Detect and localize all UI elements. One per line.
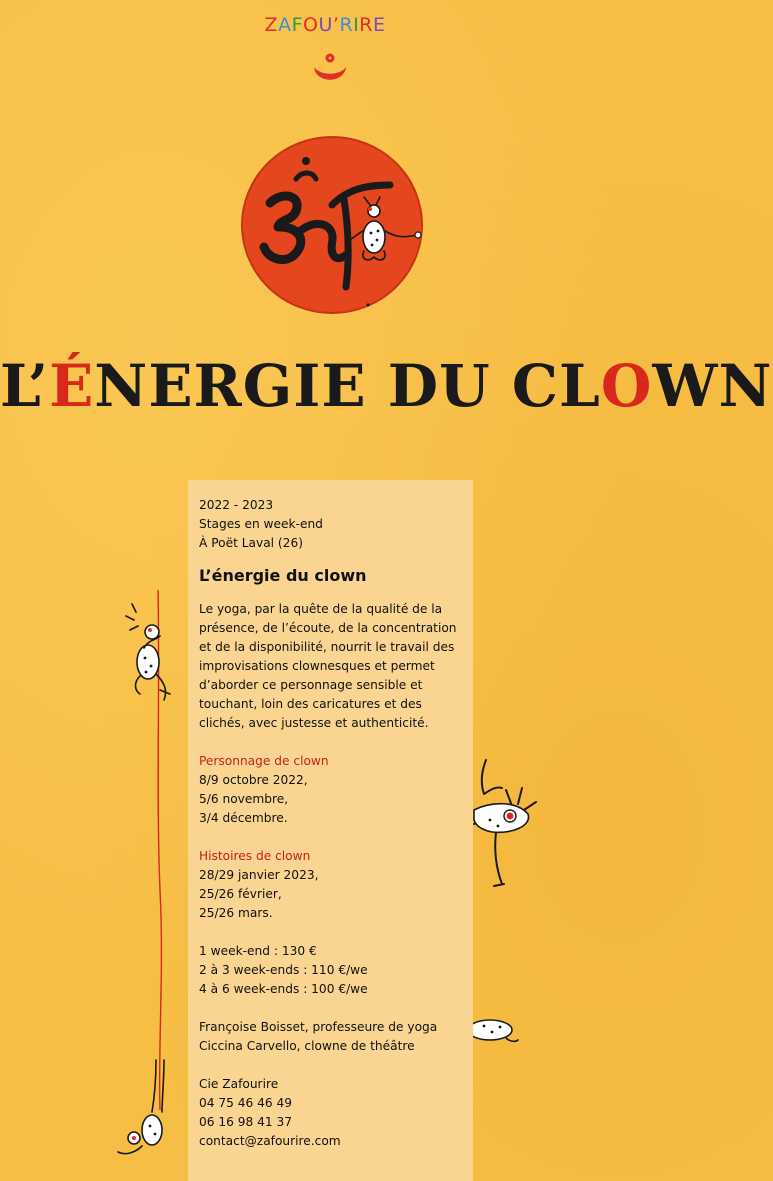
brand-letter: Z — [264, 14, 279, 36]
brand-letter: R — [359, 14, 373, 36]
phone-number[interactable]: 06 16 98 41 37 — [199, 1115, 293, 1129]
season-text: 2022 - 2023 — [199, 498, 274, 512]
date-line: 8/9 octobre 2022, — [199, 773, 308, 787]
title-part: WN — [652, 352, 773, 420]
brand-letter: R — [339, 14, 354, 36]
email-link[interactable]: contact@zafourire.com — [199, 1134, 341, 1148]
section-title-histoires: Histoires de clown — [199, 849, 311, 863]
price-line: 2 à 3 week-ends : 110 €/we — [199, 963, 368, 977]
panel-heading: L’énergie du clown — [199, 566, 367, 585]
page-title — [0, 352, 773, 420]
brand-letter: A — [278, 14, 292, 36]
price-line: 1 week-end : 130 € — [199, 944, 317, 958]
teacher-line: Ciccina Carvello, clowne de théâtre — [199, 1039, 415, 1053]
climbing-clown-doodle — [112, 590, 178, 1181]
date-line: 25/26 mars. — [199, 906, 273, 920]
phone-number[interactable]: 04 75 46 46 49 — [199, 1096, 293, 1110]
description-text: Le yoga, par la quête de la qualité de la présence, de l’écoute, de la concentration et de la disponibilité, nourrit le travail des improvisations clownesques et permet d’aborder ce personnage sensible et touchant, loin des caricatures et des clichés, avec justesse et authenticité. — [199, 602, 457, 730]
brand-letter: ’ — [332, 14, 340, 36]
brand-letter: E — [372, 14, 386, 36]
format-text: Stages en week-end — [199, 517, 323, 531]
date-line: 3/4 décembre. — [199, 811, 288, 825]
title-part: NERGIE DU CL — [94, 352, 601, 420]
brand-letter: U — [318, 14, 333, 36]
brand-letter: O — [303, 14, 319, 36]
smile-logo-icon — [310, 50, 350, 90]
brand-letter: F — [291, 14, 303, 36]
company-name: Cie Zafourire — [199, 1077, 279, 1091]
price-line: 4 à 6 week-ends : 100 €/we — [199, 982, 368, 996]
title-accent: É — [49, 352, 95, 420]
peeking-clown-doodle — [472, 760, 542, 890]
location-text: À Poët Laval (26) — [199, 536, 303, 550]
brand-letter: I — [353, 14, 360, 36]
info-panel — [188, 480, 473, 1181]
date-line: 5/6 novembre, — [199, 792, 289, 806]
teacher-line: Françoise Boisset, professeure de yoga — [199, 1020, 438, 1034]
section-title-personnage: Personnage de clown — [199, 754, 329, 768]
date-line: 28/29 janvier 2023, — [199, 868, 319, 882]
title-part: L’ — [0, 352, 50, 420]
brand-wordmark — [0, 14, 650, 36]
om-clown-illustration — [240, 135, 424, 315]
date-line: 25/26 février, — [199, 887, 282, 901]
title-accent: O — [600, 352, 653, 420]
